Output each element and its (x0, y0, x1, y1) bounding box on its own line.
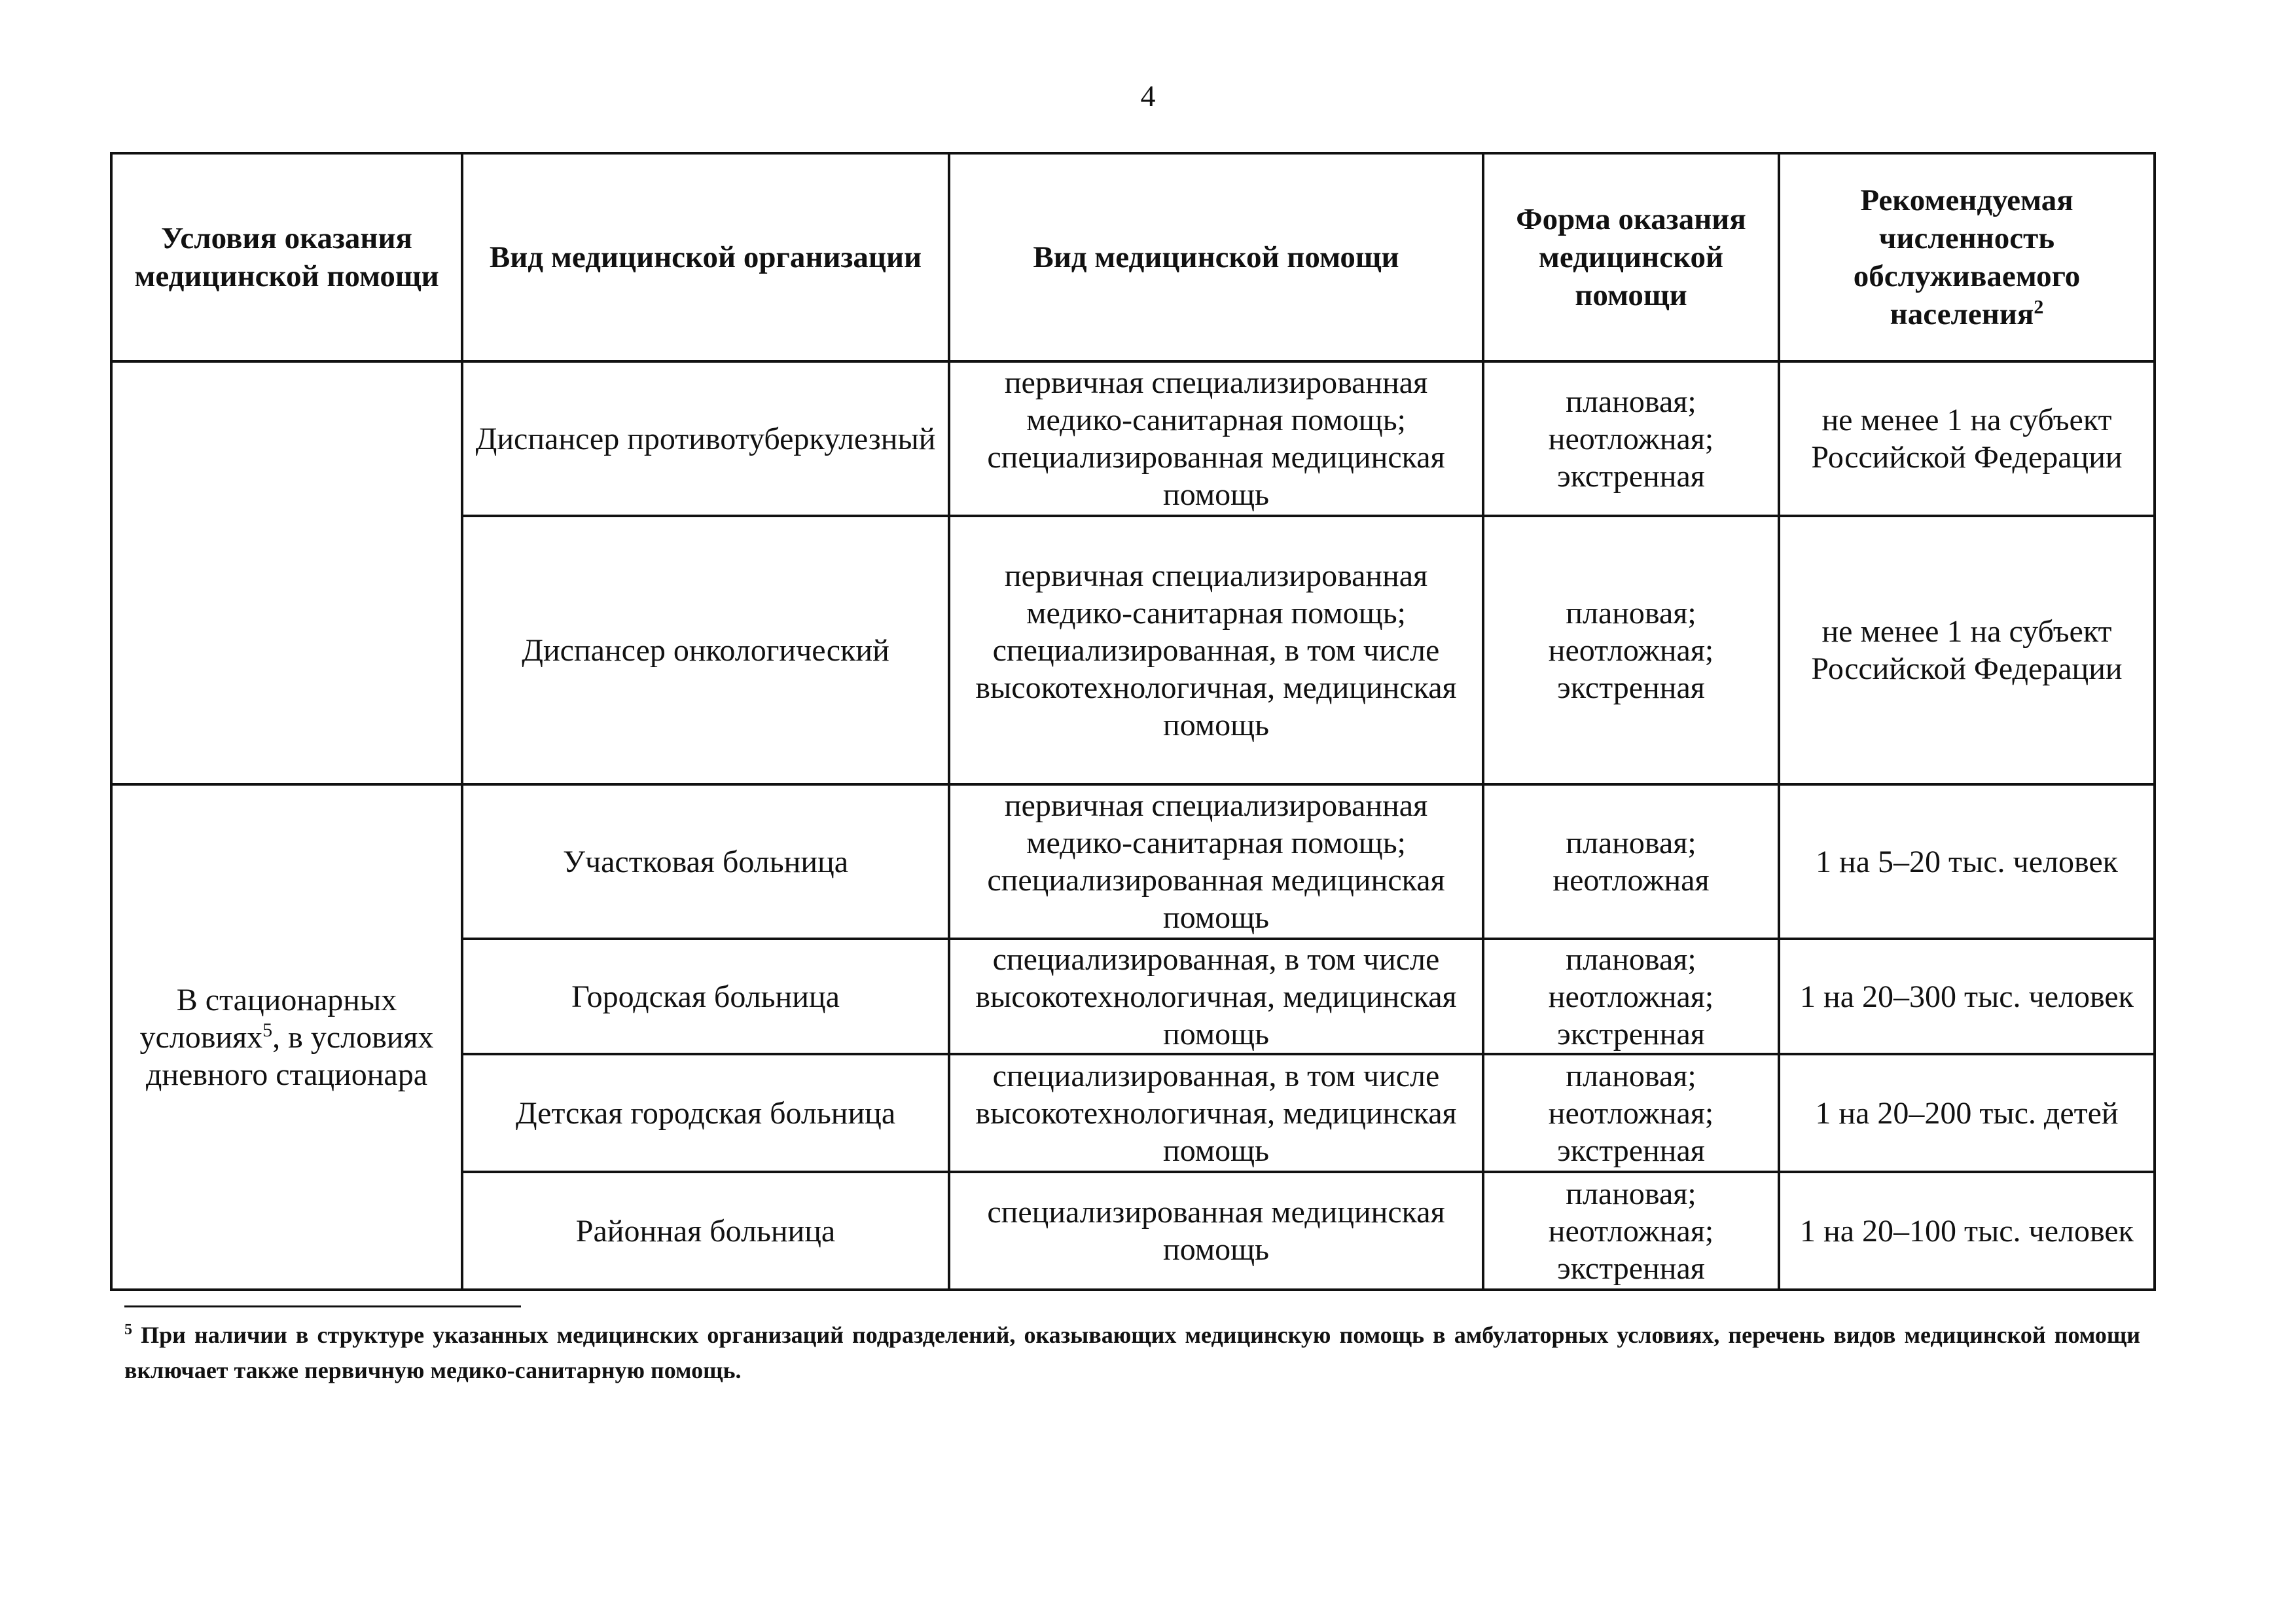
care-cell: первичная специализированная медико-санитарная помощь; специализированная медицинская помощь (949, 784, 1483, 939)
header-care-form: Форма оказания медицинской помощи (1483, 153, 1779, 361)
footnote-ref: 2 (2034, 296, 2044, 318)
conditions-text: В стационарных условиях (139, 982, 397, 1055)
care-cell: первичная специализированная медико-санитарная помощь; специализированная медицинская помощь (949, 361, 1483, 516)
header-care-type: Вид медицинской помощи (949, 153, 1483, 361)
footnote (124, 1317, 2140, 1388)
population-cell: 1 на 20–300 тыс. человек (1779, 939, 2155, 1054)
page-number: 4 (1140, 79, 1156, 113)
form-cell: плановая; неотложная; экстренная (1483, 516, 1779, 784)
org-cell: Диспансер противотуберкулезный (462, 361, 949, 516)
care-cell: специализированная, в том числе высокотехнологичная, медицинская помощь (949, 939, 1483, 1054)
population-cell: 1 на 20–100 тыс. человек (1779, 1172, 2155, 1290)
table-row (111, 361, 2155, 516)
org-cell: Районная больница (462, 1172, 949, 1290)
population-cell: 1 на 5–20 тыс. человек (1779, 784, 2155, 939)
table-header-row (111, 153, 2155, 361)
header-org-type: Вид медицинской организации (462, 153, 949, 361)
population-cell: не менее 1 на субъект Российской Федерации (1779, 516, 2155, 784)
care-cell: специализированная медицинская помощь (949, 1172, 1483, 1290)
footnote-text: При наличии в структуре указанных медицинских организаций подразделений, оказывающих медицинскую помощь в амбулаторных условиях, перечень видов медицинской помощи включает также первичную медико-санитарную помощь. (124, 1322, 2141, 1383)
form-cell: плановая; неотложная; экстренная (1483, 1054, 1779, 1172)
header-population (1779, 153, 2155, 361)
population-cell: не менее 1 на субъект Российской Федерации (1779, 361, 2155, 516)
medical-organizations-table (110, 152, 2156, 1291)
footnote-ref: 5 (262, 1019, 273, 1041)
form-cell: плановая; неотложная (1483, 784, 1779, 939)
org-cell: Детская городская больница (462, 1054, 949, 1172)
table-row (111, 784, 2155, 939)
org-cell: Диспансер онкологический (462, 516, 949, 784)
conditions-cell (111, 784, 462, 1290)
form-cell: плановая; неотложная; экстренная (1483, 939, 1779, 1054)
header-population-text: Рекомендуемая численность обслуживаемого населения (1853, 183, 2081, 331)
footnote-divider (124, 1305, 521, 1307)
conditions-text-tail: , в условиях дневного стационара (145, 1019, 434, 1092)
conditions-cell-empty (111, 361, 462, 784)
form-cell: плановая; неотложная; экстренная (1483, 361, 1779, 516)
care-cell: первичная специализированная медико-санитарная помощь; специализированная, в том числе высокотехнологичная, медицинская помощь (949, 516, 1483, 784)
org-cell: Городская больница (462, 939, 949, 1054)
footnote-number: 5 (124, 1321, 132, 1338)
population-cell: 1 на 20–200 тыс. детей (1779, 1054, 2155, 1172)
header-conditions: Условия оказания медицинской помощи (111, 153, 462, 361)
care-cell: специализированная, в том числе высокотехнологичная, медицинская помощь (949, 1054, 1483, 1172)
form-cell: плановая; неотложная; экстренная (1483, 1172, 1779, 1290)
org-cell: Участковая больница (462, 784, 949, 939)
